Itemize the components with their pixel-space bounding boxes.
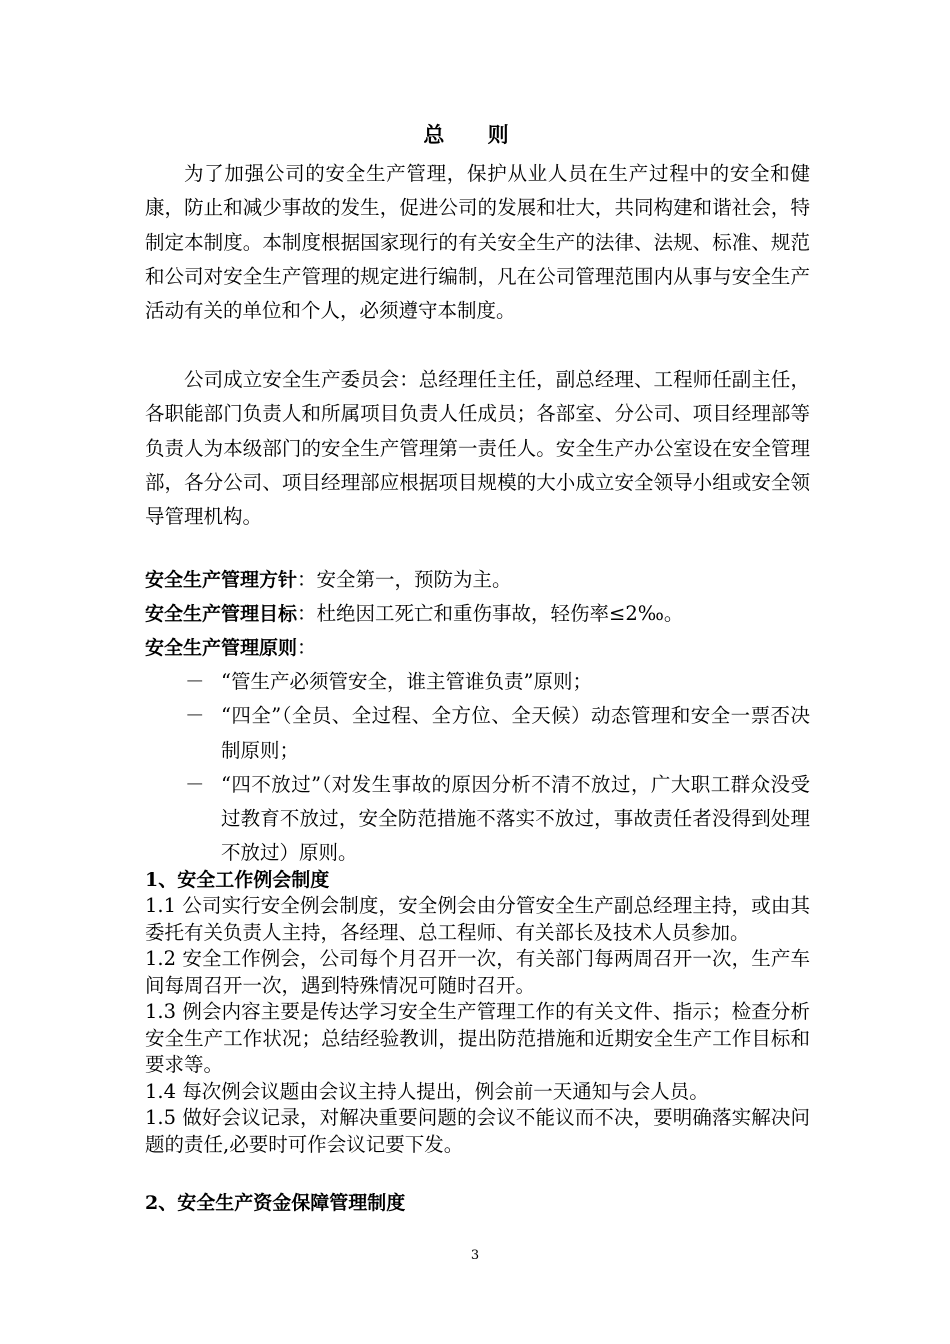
principles-list: [185, 665, 810, 871]
policy-text: ：安全第一，预防为主。: [297, 568, 512, 591]
clause-item: 1.1 公司实行安全例会制度，安全例会由分管安全生产副总经理主持，或由其委托有关负责人主持，各经理、总工程师、有关部长及技术人员参加。: [145, 894, 810, 944]
page-number: 3: [470, 1248, 480, 1263]
policy-principle: [145, 631, 810, 665]
section-1-items: [145, 893, 810, 1158]
policy-goal: [145, 597, 810, 631]
intro-text: 公司成立安全生产委员会：总经理任主任，副总经理、工程师任副主任，各职能部门负责人和所属项目负责人任成员；各部室、分公司、项目经理部等负责人为本级部门的安全生产管理第一责任人。安全生产办公室设在安全管理部，各分公司、项目经理部应根据项目规模的大小成立安全领导小组或安全领导管理机构。: [145, 368, 810, 529]
list-item: [185, 768, 810, 871]
section-heading: 1、安全工作例会制度: [145, 869, 330, 891]
clause-item: 1.2 安全工作例会，公司每个月召开一次，有关部门每两周召开一次，生产车间每周召开一次，遇到特殊情况可随时召开。: [145, 947, 810, 997]
policy-text: ：: [297, 636, 317, 659]
clause-item: 1.3 例会内容主要是传达学习安全生产管理工作的有关文件、指示；检查分析安全生产工作状况；总结经验教训，提出防范措施和近期安全生产工作目标和要求等。: [145, 1000, 810, 1076]
policy-text: ：杜绝因工死亡和重伤事故，轻伤率≤2‰。: [297, 602, 684, 625]
section-heading: 2、安全生产资金保障管理制度: [145, 1192, 406, 1214]
principle-text: “管生产必须管安全，谁主管谁负责”原则；: [221, 670, 592, 693]
dash-bullet: －: [185, 772, 205, 796]
list-item: [185, 665, 810, 699]
clause-item: 1.4 每次例会议题由会议主持人提出，例会前一天通知与会人员。: [145, 1079, 709, 1103]
intro-paragraph-1: [145, 157, 810, 328]
policy-label: 安全生产管理原则: [145, 637, 298, 659]
section-2-heading: [145, 1188, 810, 1218]
page-title: 总 则: [423, 122, 527, 147]
principle-text: “四全”（全员、全过程、全方位、全天候）动态管理和安全一票否决制原则；: [221, 704, 810, 762]
dash-bullet: －: [185, 704, 205, 728]
principle-text: “四不放过”（对发生事故的原因分析不清不放过，广大职工群众没受过教育不放过，安全防范措施不落实不放过，事故责任者没得到处理不放过）原则。: [221, 772, 810, 865]
intro-text: 为了加强公司的安全生产管理，保护从业人员在生产过程中的安全和健康，防止和减少事故的发生，促进公司的发展和壮大，共同构建和谐社会，特制定本制度。本制度根据国家现行的有关安全生产的法律、法规、标准、规范和公司对安全生产管理的规定进行编制，凡在公司管理范围内从事与安全生产活动有关的单位和个人，必须遵守本制度。: [145, 162, 810, 323]
list-item: [185, 699, 810, 768]
policy-label: 安全生产管理目标: [145, 603, 298, 625]
policy-label: 安全生产管理方针: [145, 569, 298, 591]
intro-paragraph-2: [145, 363, 810, 534]
section-1-heading: [145, 865, 810, 895]
dash-bullet: －: [185, 670, 205, 693]
policy-guideline: [145, 563, 810, 597]
clause-item: 1.5 做好会议记录，对解决重要问题的会议不能议而不决，要明确落实解决问题的责任,必要时可作会议记要下发。: [145, 1106, 810, 1156]
